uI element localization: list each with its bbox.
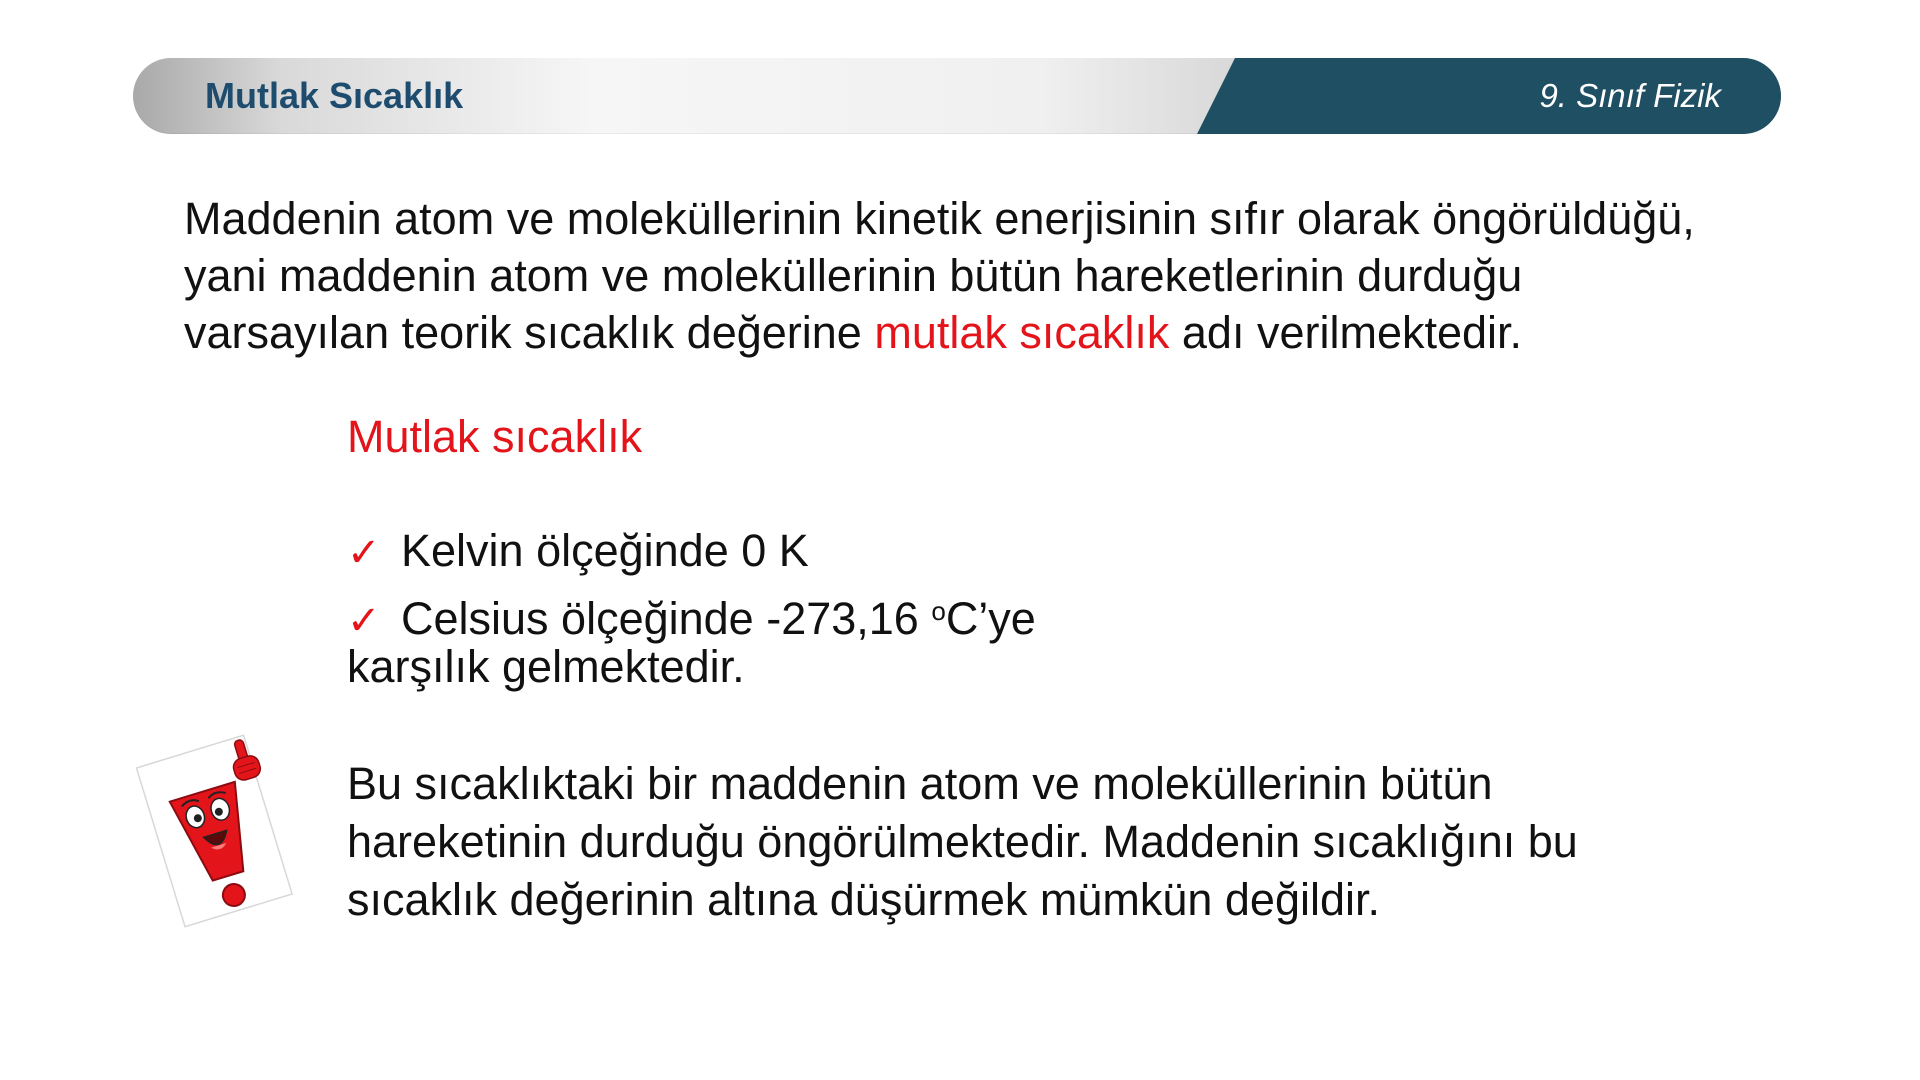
slide-title: Mutlak Sıcaklık: [205, 75, 464, 116]
definition-conclusion: karşılık gelmektedir.: [347, 641, 745, 692]
check-list: [347, 522, 1036, 650]
intro-line-1: Maddenin atom ve moleküllerinin kinetik enerjisinin sıfır olarak öngörüldüğü,: [184, 193, 1695, 244]
intro-line-2: yani maddenin atom ve moleküllerinin bütün hareketlerinin durduğu: [184, 250, 1523, 301]
list-item: [347, 522, 1036, 582]
note-line-1: Bu sıcaklıktaki bir maddenin atom ve moleküllerinin bütün: [347, 758, 1493, 809]
list-item-text: Kelvin ölçeğinde 0 K: [401, 525, 809, 576]
check-icon: ✓: [347, 530, 381, 576]
check-icon: ✓: [347, 598, 381, 644]
intro-paragraph: [184, 190, 1904, 361]
highlighted-term: mutlak sıcaklık: [874, 307, 1170, 358]
definition-title: Mutlak sıcaklık: [347, 411, 643, 462]
list-item-text-end: C’ye: [945, 593, 1036, 644]
intro-line-3-start: varsayılan teorik sıcaklık değerine: [184, 307, 875, 358]
note-line-2: hareketinin durduğu öngörülmektedir. Maddenin sıcaklığını bu: [347, 816, 1578, 867]
degree-superscript: o: [931, 596, 946, 626]
exclamation-mark-mascot-icon: [130, 728, 298, 932]
intro-line-3-end: adı verilmektedir.: [1169, 307, 1523, 358]
header-bar: [133, 58, 1781, 134]
list-item-text: Celsius ölçeğinde -273,16: [401, 593, 932, 644]
note-paragraph: [347, 755, 1578, 929]
intro-line-3: [184, 304, 1904, 361]
note-line-3: sıcaklık değerinin altına düşürmek mümkün değildir.: [347, 874, 1381, 925]
course-label: 9. Sınıf Fizik: [1539, 77, 1721, 114]
